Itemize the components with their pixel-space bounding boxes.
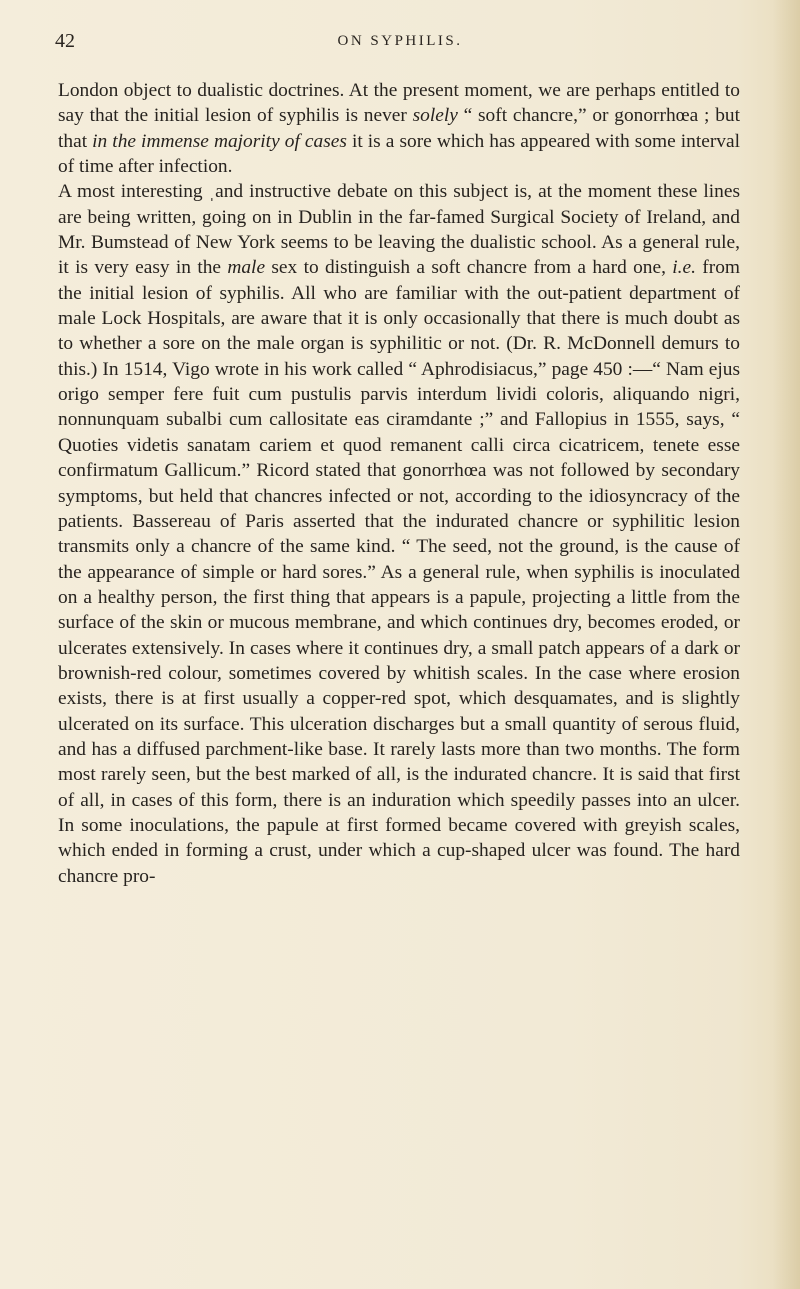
text-run: from the initial lesion of syphilis. All who are familiar with the out-patient department of male Lock Hospitals, are aware that it is only occasionally that there is much doubt as to whether a sore on the male organ is syphilitic or not. (Dr. R. McDonnell demurs to this.) In 1514, Vigo wrote in his work called “ Aphrodisiacus,” page 450 :—“ Nam ejus origo semper fere fuit cum pustulis parvis interdum lividi coloris, aliquando nigri, nonnunquam subalbi cum callositate eas ciramdante ;” and Fallopius in 1555, says, “ Quoties videtis sanatam cariem et quod remanent calli circa cicatricem, tenete esse confirmatum Gallicum.” Ricord stated that gonorrhœa was not followed by secondary symptoms, but held that chancres infected or not, according to the idiosyncracy of the patients. Bassereau of Paris asserted that the indurated chancre or syphilitic lesion transmits only a chancre of the same kind. “ The seed, not the ground, is the cause of the appearance of simple or hard sores.” As a general rule, when syphilis is inoculated on a healthy person, the first thing that appears is a papule, projecting a little from the surface of the skin or mucous membrane, and which continues dry, becomes eroded, or ulcerates extensively. In cases where it continues dry, a small patch appears of a dark or brownish-red colour, sometimes covered by whitish scales. In the case where erosion exists, there is at first usually a copper-red spot, which desquamates, and is slightly ulcerated on its surface. This ulceration discharges but a small quantity of serous fluid, and has a diffused parchment-like base. It rarely lasts more than two months. The form most rarely seen, but the best marked of all, is the indurated chancre. It is said that first of all, in cases of this form, there is an induration which speedily passes into an ulcer. In some inoculations, the papule at first formed became covered with greyish scales, which ended in forming a crust, under which a cup-shaped ulcer was found. The hard chancre pro- [58, 257, 741, 887]
text-run: A most interesting ˌand instructive debate on this subject is, at the moment these lines are being written, going on in Dublin in the far-famed Surgical Society of Ireland, and Mr. Bumstead of New York seems to be leaving the dualistic school. As a general rule, it is very easy in the [58, 181, 740, 279]
text-run: sex to distinguish a soft chancre from a hard one, [265, 257, 673, 279]
italic-text: in the immense majority of cases [92, 130, 347, 152]
running-head: ON SYPHILIS. [337, 33, 463, 49]
text-run: “ soft chancre,” or gonorrhœa ; but that [58, 105, 740, 152]
body-text [58, 78, 740, 889]
text-run: London object to dualistic doctrines. At the present moment, we are perhaps entitled to say that the initial lesion of syphilis is never [58, 80, 740, 127]
page-number: 42 [55, 30, 75, 52]
italic-text: i.e. [672, 257, 696, 279]
paragraph [58, 179, 740, 889]
paragraph [58, 78, 740, 179]
italic-text: solely [412, 105, 458, 127]
italic-text: male [227, 257, 266, 279]
page-header [55, 30, 745, 60]
page-edge-shadow [772, 0, 800, 1289]
text-run: it is a sore which has appeared with some interval of time after infection. [58, 130, 740, 178]
